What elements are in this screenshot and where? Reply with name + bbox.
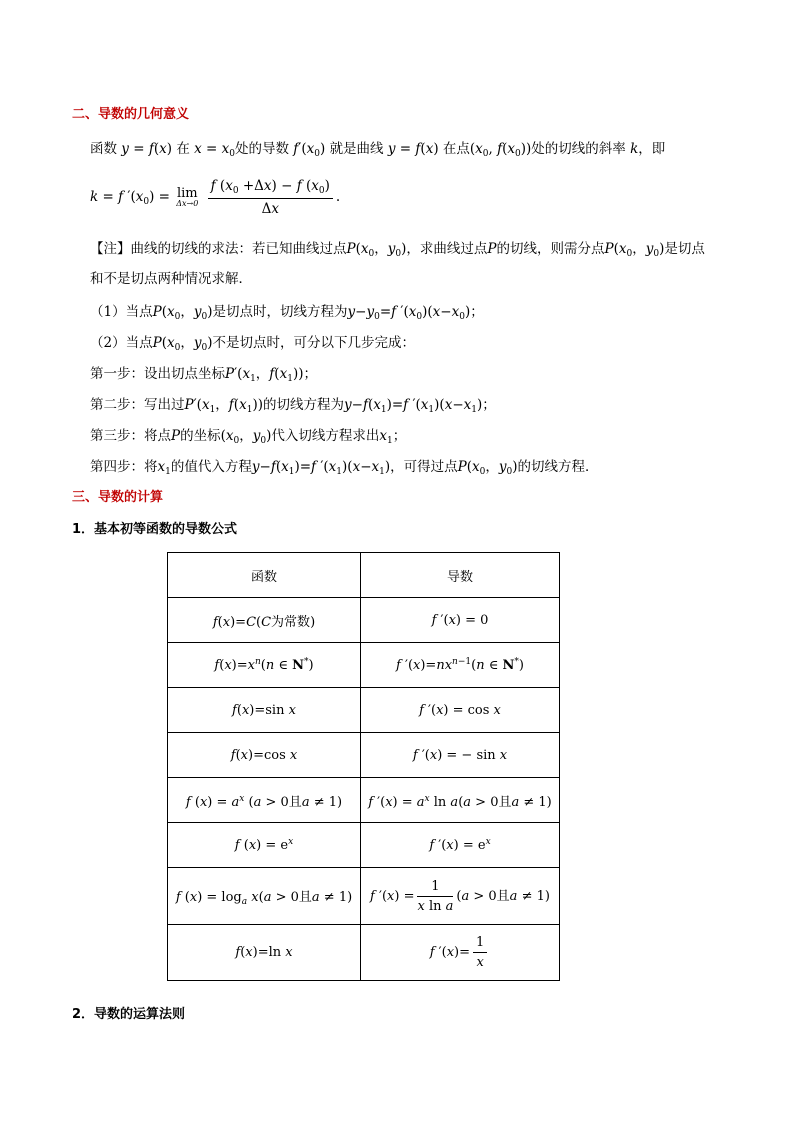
derivative-cell: f $'(x)=nx^{n-1}(n$ ∈ N*)	[361, 643, 560, 688]
table-row	[168, 598, 560, 643]
subheading-operation-rules: 2．导数的运算法则	[72, 1007, 186, 1022]
derivative-cell: f $'(x) = a^x$ ln a(a > 0且a ≠ 1)	[361, 778, 560, 823]
function-cell: f(x)=ln x	[168, 925, 361, 981]
header-derivative: 导数	[361, 553, 560, 598]
subheading-basic-formulas: 1．基本初等函数的导数公式	[72, 522, 238, 537]
step-2: 第二步：写出过$P'(x_1$，$f(x_1)$)的切线方程为$y-f(x_1)=f$ $'(x_1)(x-x_1)$；	[90, 397, 496, 415]
header-function: 函数	[168, 553, 361, 598]
function-cell: $f(x)=x^n(n$ ∈ N*)	[168, 643, 361, 688]
step-4: 第四步：将$x_1$的值代入方程$y-f(x_1)=f$ $'(x_1)(x-x_1)$，可得过点$P(x_0$，$y_0$)的切线方程．	[90, 459, 599, 477]
function-cell: f(x)=cos x	[168, 733, 361, 778]
derivative-cell: f ′(x)= $\frac{1}{x}$	[361, 925, 560, 981]
table-row	[168, 925, 560, 981]
derivative-cell: f ′(x) = 0	[361, 598, 560, 643]
paragraph-derivative-definition: 函数 y = f(x) 在 $x = x_0$处的导数 $f'(x_0)$ 就是曲线 y = f(x) 在点($x_0$, $f(x_0)$)处的切线的斜率 k，即	[90, 141, 666, 159]
function-cell: f(x)=sin x	[168, 688, 361, 733]
derivative-cell: f $'(x) = e^x$	[361, 823, 560, 868]
table-header-row	[168, 553, 560, 598]
derivative-cell: f ′(x) = $\frac{1}{\text{x ln a}}$ (a > 0且a ≠ 1)	[361, 868, 560, 925]
case-2: （2）当点$P(x_0$，$y_0$)不是切点时，可分以下几步完成：	[90, 335, 415, 353]
section-heading-geometric-meaning: 二、导数的几何意义	[72, 107, 190, 122]
step-1: 第一步：设出切点坐标$P'(x_1$，$f(x_1)$)；	[90, 366, 317, 384]
step-3: 第三步：将点P的坐标($x_0$，$y_0$)代入切线方程求出$x_1$；	[90, 428, 407, 446]
section-heading-derivative-calculation: 三、导数的计算	[72, 490, 164, 505]
note-tangent-method-cont: 和不是切点两种情况求解．	[90, 271, 252, 287]
formula-derivative-limit: k = f $'(x_0)$ = lim Δx→0 $\frac{f (x_0 +\Delta x) - f (x_0)}{\Delta x}$ .	[90, 178, 341, 217]
note-tangent-method: 【注】曲线的切线的求法：若已知曲线过点$P(x_0$，$y_0$)，求曲线过点P的切线，则需分点$P(x_0$，$y_0$)是切点	[90, 241, 705, 259]
difference-quotient: $\frac{f (x_0 +\Delta x) - f (x_0)}{\Delta x}$	[208, 178, 333, 217]
table-row	[168, 778, 560, 823]
case-1: （1）当点$P(x_0$，$y_0$)是切点时，切线方程为$y-y_0=f$ $'(x_0)(x-x_0)$；	[90, 304, 484, 322]
function-cell: f $(x) = e^x$	[168, 823, 361, 868]
function-cell: f $(x) = a^x$ (a > 0且a ≠ 1)	[168, 778, 361, 823]
table-row	[168, 733, 560, 778]
table-row	[168, 688, 560, 733]
function-cell: f $(x) = \log_a x(a > 0$且a ≠ 1)	[168, 868, 361, 925]
table-row	[168, 643, 560, 688]
derivative-formula-table	[167, 552, 560, 981]
function-cell: f(x)=C(C为常数)	[168, 598, 361, 643]
derivative-cell: f ′(x) = cos x	[361, 688, 560, 733]
limit-operator: lim Δx→0	[176, 186, 199, 208]
table-row	[168, 823, 560, 868]
table-row	[168, 868, 560, 925]
derivative-cell: f ′(x) = − sin x	[361, 733, 560, 778]
